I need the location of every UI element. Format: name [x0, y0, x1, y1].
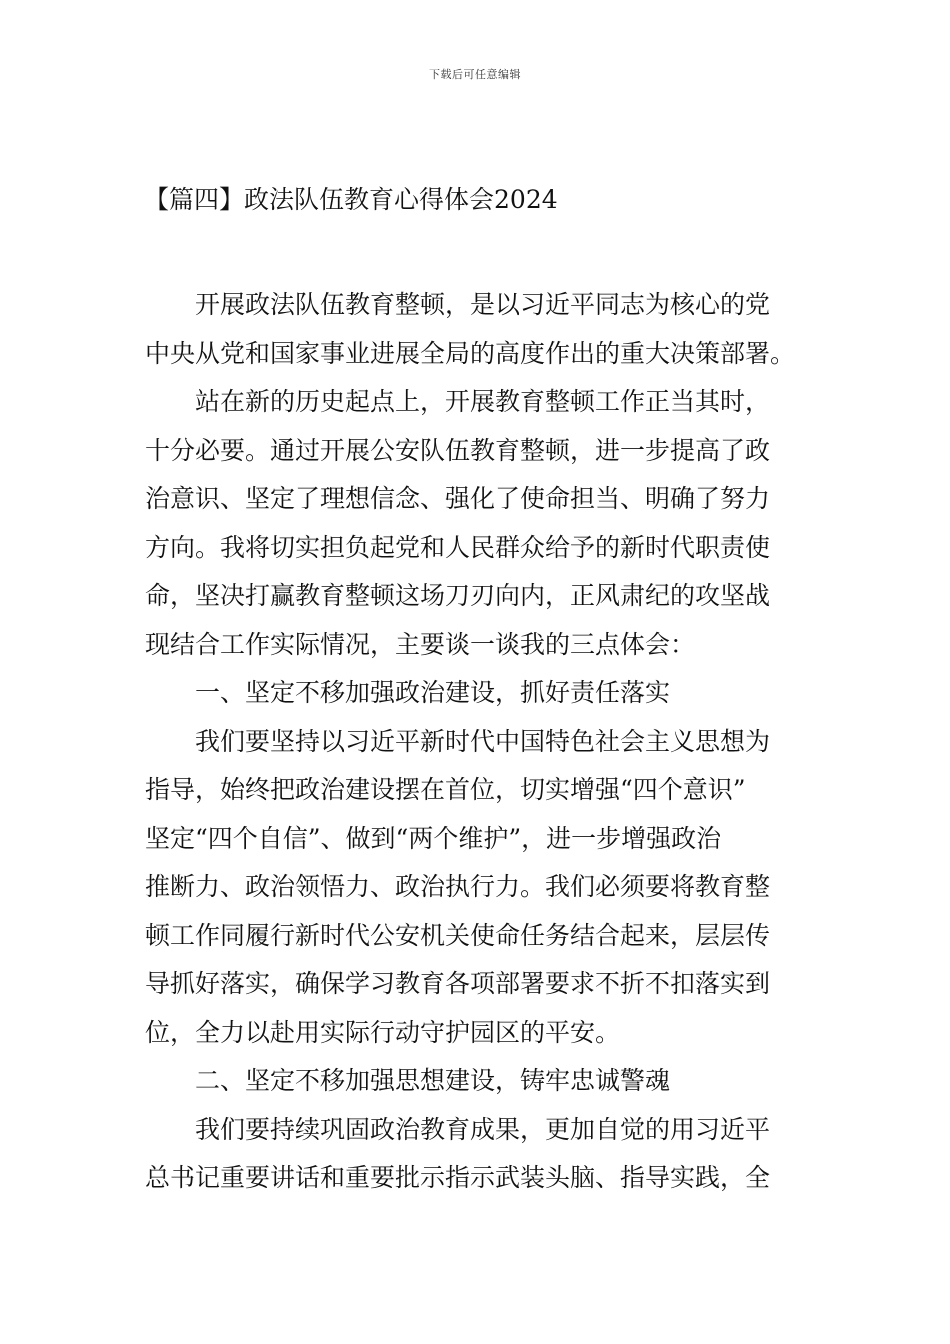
body-line: 中央从党和国家事业进展全局的高度作出的重大决策部署。: [145, 338, 796, 368]
body-line: 我们要持续巩固政治教育成果，更加自觉的用习近平: [195, 1114, 771, 1144]
body-line: 我们要坚持以习近平新时代中国特色社会主义思想为: [195, 726, 771, 756]
body-line: 开展政法队伍教育整顿，是以习近平同志为核心的党: [195, 290, 771, 319]
document-body: [145, 281, 810, 1203]
document-title: 【篇四】政法队伍教育心得体会2024: [144, 185, 558, 214]
body-line: 推断力、政治领悟力、政治执行力。我们必须要将教育整: [145, 872, 771, 901]
body-line: 方向。我将切实担负起党和人民群众给予的新时代职责使: [145, 532, 771, 562]
body-line: 站在新的历史起点上，开展教育整顿工作正当其时，: [195, 387, 771, 416]
body-line: 治意识、坚定了理想信念、强化了使命担当、明确了努力: [145, 484, 771, 513]
body-line: 命，坚决打赢教育整顿这场刀刃向内，正风肃纪的攻坚战: [145, 581, 771, 610]
body-line: 指导，始终把政治建设摆在首位，切实增强“四个意识”: [145, 775, 746, 804]
body-line: 十分必要。通过开展公安队伍教育整顿，进一步提高了政: [145, 435, 771, 465]
body-line: 总书记重要讲话和重要批示指示武装头脑、指导实践，全: [145, 1163, 771, 1192]
body-line: 导抓好落实，确保学习教育各项部署要求不折不扣落实到: [145, 969, 771, 998]
body-line: 坚定“四个自信”、做到“两个维护”，进一步增强政治: [145, 823, 722, 853]
body-line: 位，全力以赴用实际行动守护园区的平安。: [145, 1017, 621, 1047]
body-line: 现结合工作实际情况，主要谈一谈我的三点体会：: [145, 629, 696, 659]
body-line: 顿工作同履行新时代公安机关使命任务结合起来，层层传: [145, 920, 771, 950]
header-note: 下载后可任意编辑: [429, 68, 521, 81]
body-line: 二、坚定不移加强思想建设，铸牢忠诚警魂: [195, 1066, 671, 1095]
body-line: 一、坚定不移加强政治建设，抓好责任落实: [195, 678, 671, 707]
